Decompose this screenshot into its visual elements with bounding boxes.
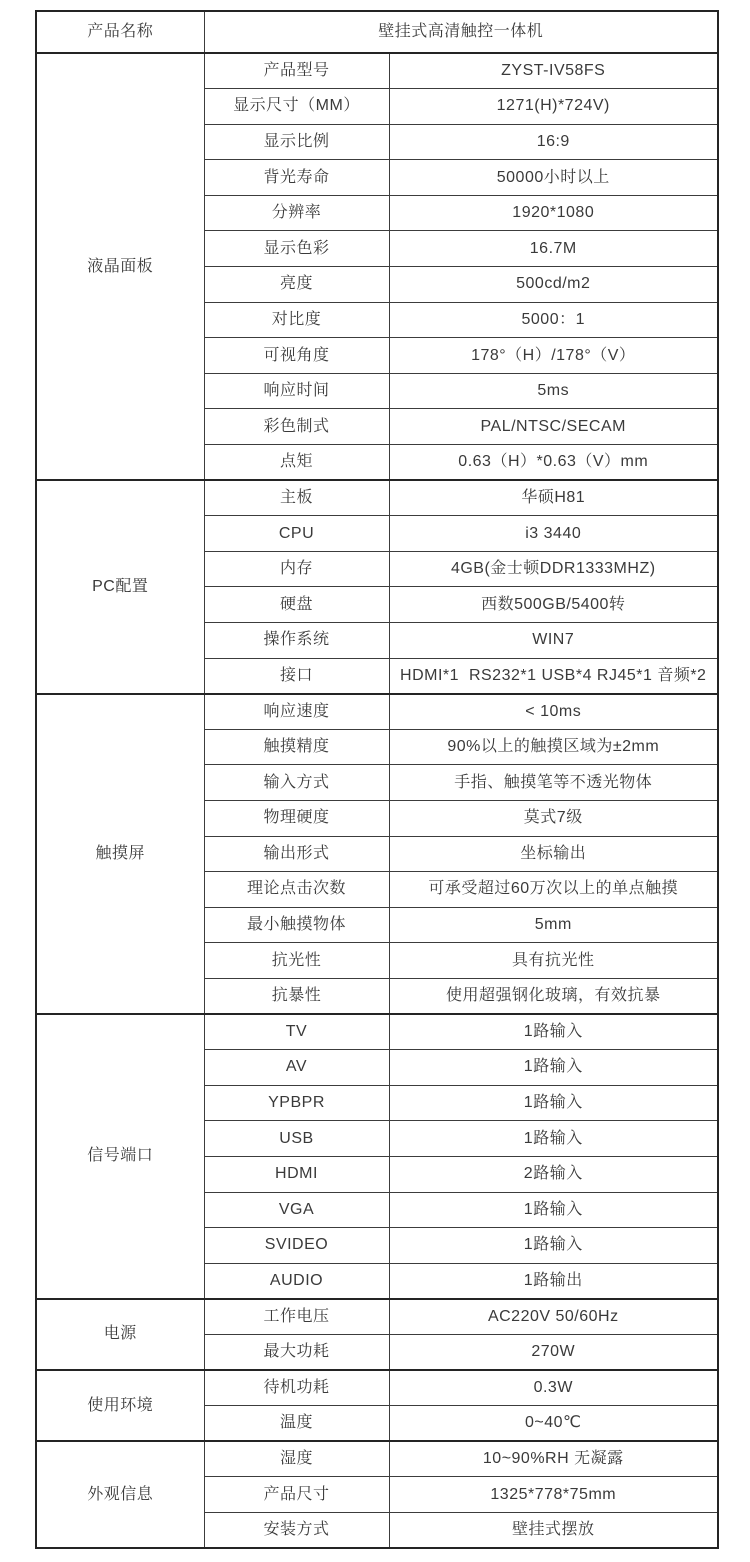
spec-value-cell: 16:9 (389, 124, 718, 160)
spec-name-cell: 温度 (204, 1406, 389, 1442)
spec-value-cell: PAL/NTSC/SECAM (389, 409, 718, 445)
spec-value-cell: 具有抗光性 (389, 943, 718, 979)
section-label-6: 外观信息 (36, 1441, 204, 1548)
spec-name-cell: 触摸精度 (204, 729, 389, 765)
spec-value-cell: 4GB(金士顿DDR1333MHZ) (389, 551, 718, 587)
spec-name-cell: 待机功耗 (204, 1370, 389, 1406)
spec-name-cell: 彩色制式 (204, 409, 389, 445)
spec-name-cell: 产品型号 (204, 53, 389, 89)
product-name-row (36, 11, 718, 53)
spec-value-cell: 坐标输出 (389, 836, 718, 872)
spec-name-cell: 输出形式 (204, 836, 389, 872)
spec-value-cell: ZYST-IV58FS (389, 53, 718, 89)
spec-value-cell: 90%以上的触摸区域为±2mm (389, 729, 718, 765)
spec-value-cell: 1271(H)*724V) (389, 89, 718, 125)
spec-value-cell: 0.63（H）*0.63（V）mm (389, 445, 718, 481)
spec-value-cell: 16.7M (389, 231, 718, 267)
spec-name-cell: 对比度 (204, 302, 389, 338)
spec-name-cell: 最小触摸物体 (204, 907, 389, 943)
spec-name-cell: 接口 (204, 658, 389, 694)
spec-value-cell: 5mm (389, 907, 718, 943)
spec-name-cell: CPU (204, 516, 389, 552)
spec-name-cell: VGA (204, 1192, 389, 1228)
spec-row (36, 1299, 718, 1335)
spec-value-cell: 1路输入 (389, 1085, 718, 1121)
spec-row (36, 694, 718, 730)
spec-name-cell: 最大功耗 (204, 1334, 389, 1370)
spec-name-cell: 响应时间 (204, 373, 389, 409)
product-name-value: 壁挂式高清触控一体机 (204, 11, 718, 53)
section-label-1: PC配置 (36, 480, 204, 694)
spec-value-cell: HDMI*1 RS232*1 USB*4 RJ45*1 音频*2 (389, 658, 718, 694)
spec-value-cell: 1325*778*75mm (389, 1477, 718, 1513)
spec-value-cell: AC220V 50/60Hz (389, 1299, 718, 1335)
spec-name-cell: 响应速度 (204, 694, 389, 730)
spec-name-cell: 分辨率 (204, 195, 389, 231)
spec-name-cell: 内存 (204, 551, 389, 587)
spec-value-cell: 1920*1080 (389, 195, 718, 231)
spec-value-cell: 2路输入 (389, 1156, 718, 1192)
spec-name-cell: 物理硬度 (204, 800, 389, 836)
section-label-4: 电源 (36, 1299, 204, 1370)
spec-row (36, 480, 718, 516)
spec-value-cell: 莫式7级 (389, 800, 718, 836)
spec-value-cell: 0~40℃ (389, 1406, 718, 1442)
spec-value-cell: 1路输入 (389, 1121, 718, 1157)
spec-name-cell: 可视角度 (204, 338, 389, 374)
spec-value-cell: 1路输入 (389, 1014, 718, 1050)
spec-name-cell: TV (204, 1014, 389, 1050)
spec-value-cell: 0.3W (389, 1370, 718, 1406)
section-label-5: 使用环境 (36, 1370, 204, 1441)
spec-value-cell: 1路输入 (389, 1228, 718, 1264)
spec-value-cell: 500cd/m2 (389, 267, 718, 303)
spec-value-cell: 50000小时以上 (389, 160, 718, 196)
spec-value-cell: 西数500GB/5400转 (389, 587, 718, 623)
spec-name-cell: 产品尺寸 (204, 1477, 389, 1513)
spec-table-body (36, 11, 718, 1548)
spec-name-cell: SVIDEO (204, 1228, 389, 1264)
spec-name-cell: 显示比例 (204, 124, 389, 160)
spec-value-cell: < 10ms (389, 694, 718, 730)
spec-name-cell: 湿度 (204, 1441, 389, 1477)
spec-name-cell: YPBPR (204, 1085, 389, 1121)
spec-name-cell: 点矩 (204, 445, 389, 481)
spec-name-cell: 工作电压 (204, 1299, 389, 1335)
spec-value-cell: 华硕H81 (389, 480, 718, 516)
spec-name-cell: AV (204, 1050, 389, 1086)
spec-value-cell: 使用超强钢化玻璃，有效抗暴 (389, 978, 718, 1014)
spec-value-cell: 5000：1 (389, 302, 718, 338)
spec-name-cell: 抗光性 (204, 943, 389, 979)
spec-name-cell: 理论点击次数 (204, 872, 389, 908)
spec-name-cell: 安装方式 (204, 1512, 389, 1548)
spec-name-cell: 主板 (204, 480, 389, 516)
section-label-3: 信号端口 (36, 1014, 204, 1299)
product-name-label: 产品名称 (36, 11, 204, 53)
spec-name-cell: 抗暴性 (204, 978, 389, 1014)
spec-value-cell: WIN7 (389, 623, 718, 659)
spec-name-cell: 背光寿命 (204, 160, 389, 196)
spec-value-cell: 5ms (389, 373, 718, 409)
spec-value-cell: 壁挂式摆放 (389, 1512, 718, 1548)
spec-row (36, 1370, 718, 1406)
spec-value-cell: 1路输入 (389, 1050, 718, 1086)
spec-row (36, 1441, 718, 1477)
spec-value-cell: 1路输出 (389, 1263, 718, 1299)
spec-name-cell: USB (204, 1121, 389, 1157)
spec-value-cell: 270W (389, 1334, 718, 1370)
section-label-2: 触摸屏 (36, 694, 204, 1014)
spec-name-cell: 硬盘 (204, 587, 389, 623)
spec-name-cell: HDMI (204, 1156, 389, 1192)
spec-value-cell: 手指、触摸笔等不透光物体 (389, 765, 718, 801)
section-label-0: 液晶面板 (36, 53, 204, 480)
product-spec-table (35, 10, 719, 1549)
spec-name-cell: 亮度 (204, 267, 389, 303)
spec-value-cell: 10~90%RH 无凝露 (389, 1441, 718, 1477)
spec-name-cell: 操作系统 (204, 623, 389, 659)
spec-row (36, 1014, 718, 1050)
spec-name-cell: 显示色彩 (204, 231, 389, 267)
spec-name-cell: AUDIO (204, 1263, 389, 1299)
spec-value-cell: 1路输入 (389, 1192, 718, 1228)
spec-row (36, 53, 718, 89)
spec-name-cell: 显示尺寸（MM） (204, 89, 389, 125)
spec-value-cell: i3 3440 (389, 516, 718, 552)
spec-value-cell: 可承受超过60万次以上的单点触摸 (389, 872, 718, 908)
spec-value-cell: 178°（H）/178°（V） (389, 338, 718, 374)
spec-name-cell: 输入方式 (204, 765, 389, 801)
